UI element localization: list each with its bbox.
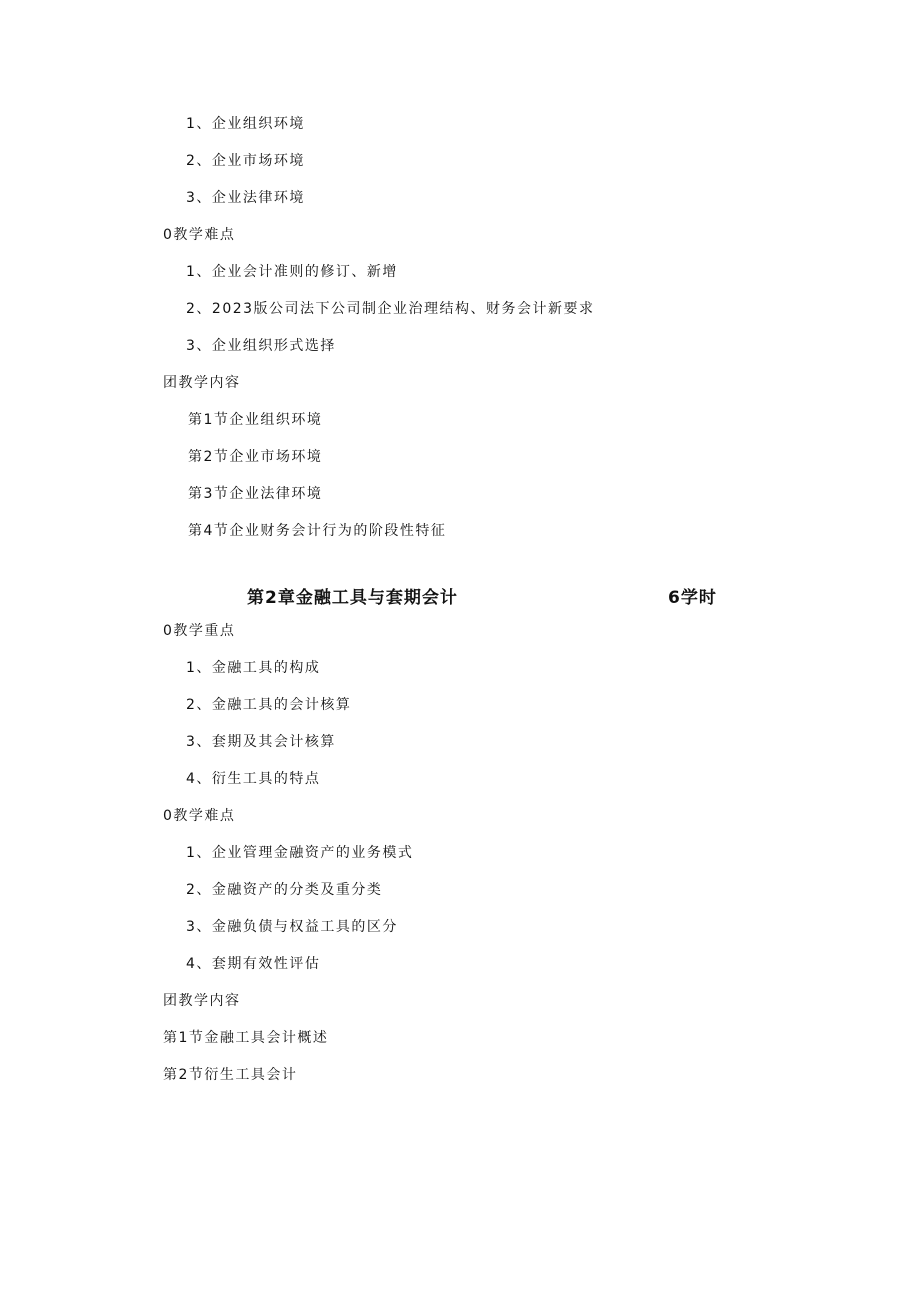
ch2-difficulty-1: 1、企业管理金融资产的业务模式 [186, 845, 414, 861]
ch2-difficulty-2: 2、金融资产的分类及重分类 [186, 882, 383, 898]
ch1-section-1: 第1节企业组织环境 [188, 412, 323, 428]
ch1-section-2: 第2节企业市场环境 [188, 449, 323, 465]
ch2-difficulty-4: 4、套期有效性评估 [186, 956, 321, 972]
ch1-difficulty-3: 3、企业组织形式选择 [186, 338, 336, 354]
ch2-section-2: 第2节衍生工具会计 [163, 1067, 298, 1083]
ch1-difficulties-heading: 0教学难点 [163, 227, 236, 243]
ch2-difficulty-3: 3、金融负债与权益工具的区分 [186, 919, 398, 935]
ch1-content-heading: 团教学内容 [163, 375, 241, 391]
ch1-key-point-2: 2、企业市场环境 [186, 153, 305, 169]
ch1-difficulty-1: 1、企业会计准则的修订、新增 [186, 264, 398, 280]
ch2-key-point-4: 4、衍生工具的特点 [186, 771, 321, 787]
ch1-section-3: 第3节企业法律环境 [188, 486, 323, 502]
ch1-key-point-1: 1、企业组织环境 [186, 116, 305, 132]
ch1-difficulty-2: 2、2023版公司法下公司制企业治理结构、财务会计新要求 [186, 301, 595, 317]
ch2-section-1: 第1节金融工具会计概述 [163, 1030, 329, 1046]
ch2-title: 第2章金融工具与套期会计 [247, 588, 458, 608]
ch2-key-point-3: 3、套期及其会计核算 [186, 734, 336, 750]
ch2-content-heading: 团教学内容 [163, 993, 241, 1009]
ch2-key-point-1: 1、金融工具的构成 [186, 660, 321, 676]
ch1-key-point-3: 3、企业法律环境 [186, 190, 305, 206]
ch2-key-points-heading: 0教学重点 [163, 623, 236, 639]
ch2-difficulties-heading: 0教学难点 [163, 808, 236, 824]
ch2-hours: 6学时 [668, 588, 717, 608]
ch1-section-4: 第4节企业财务会计行为的阶段性特征 [188, 523, 447, 539]
ch2-key-point-2: 2、金融工具的会计核算 [186, 697, 352, 713]
